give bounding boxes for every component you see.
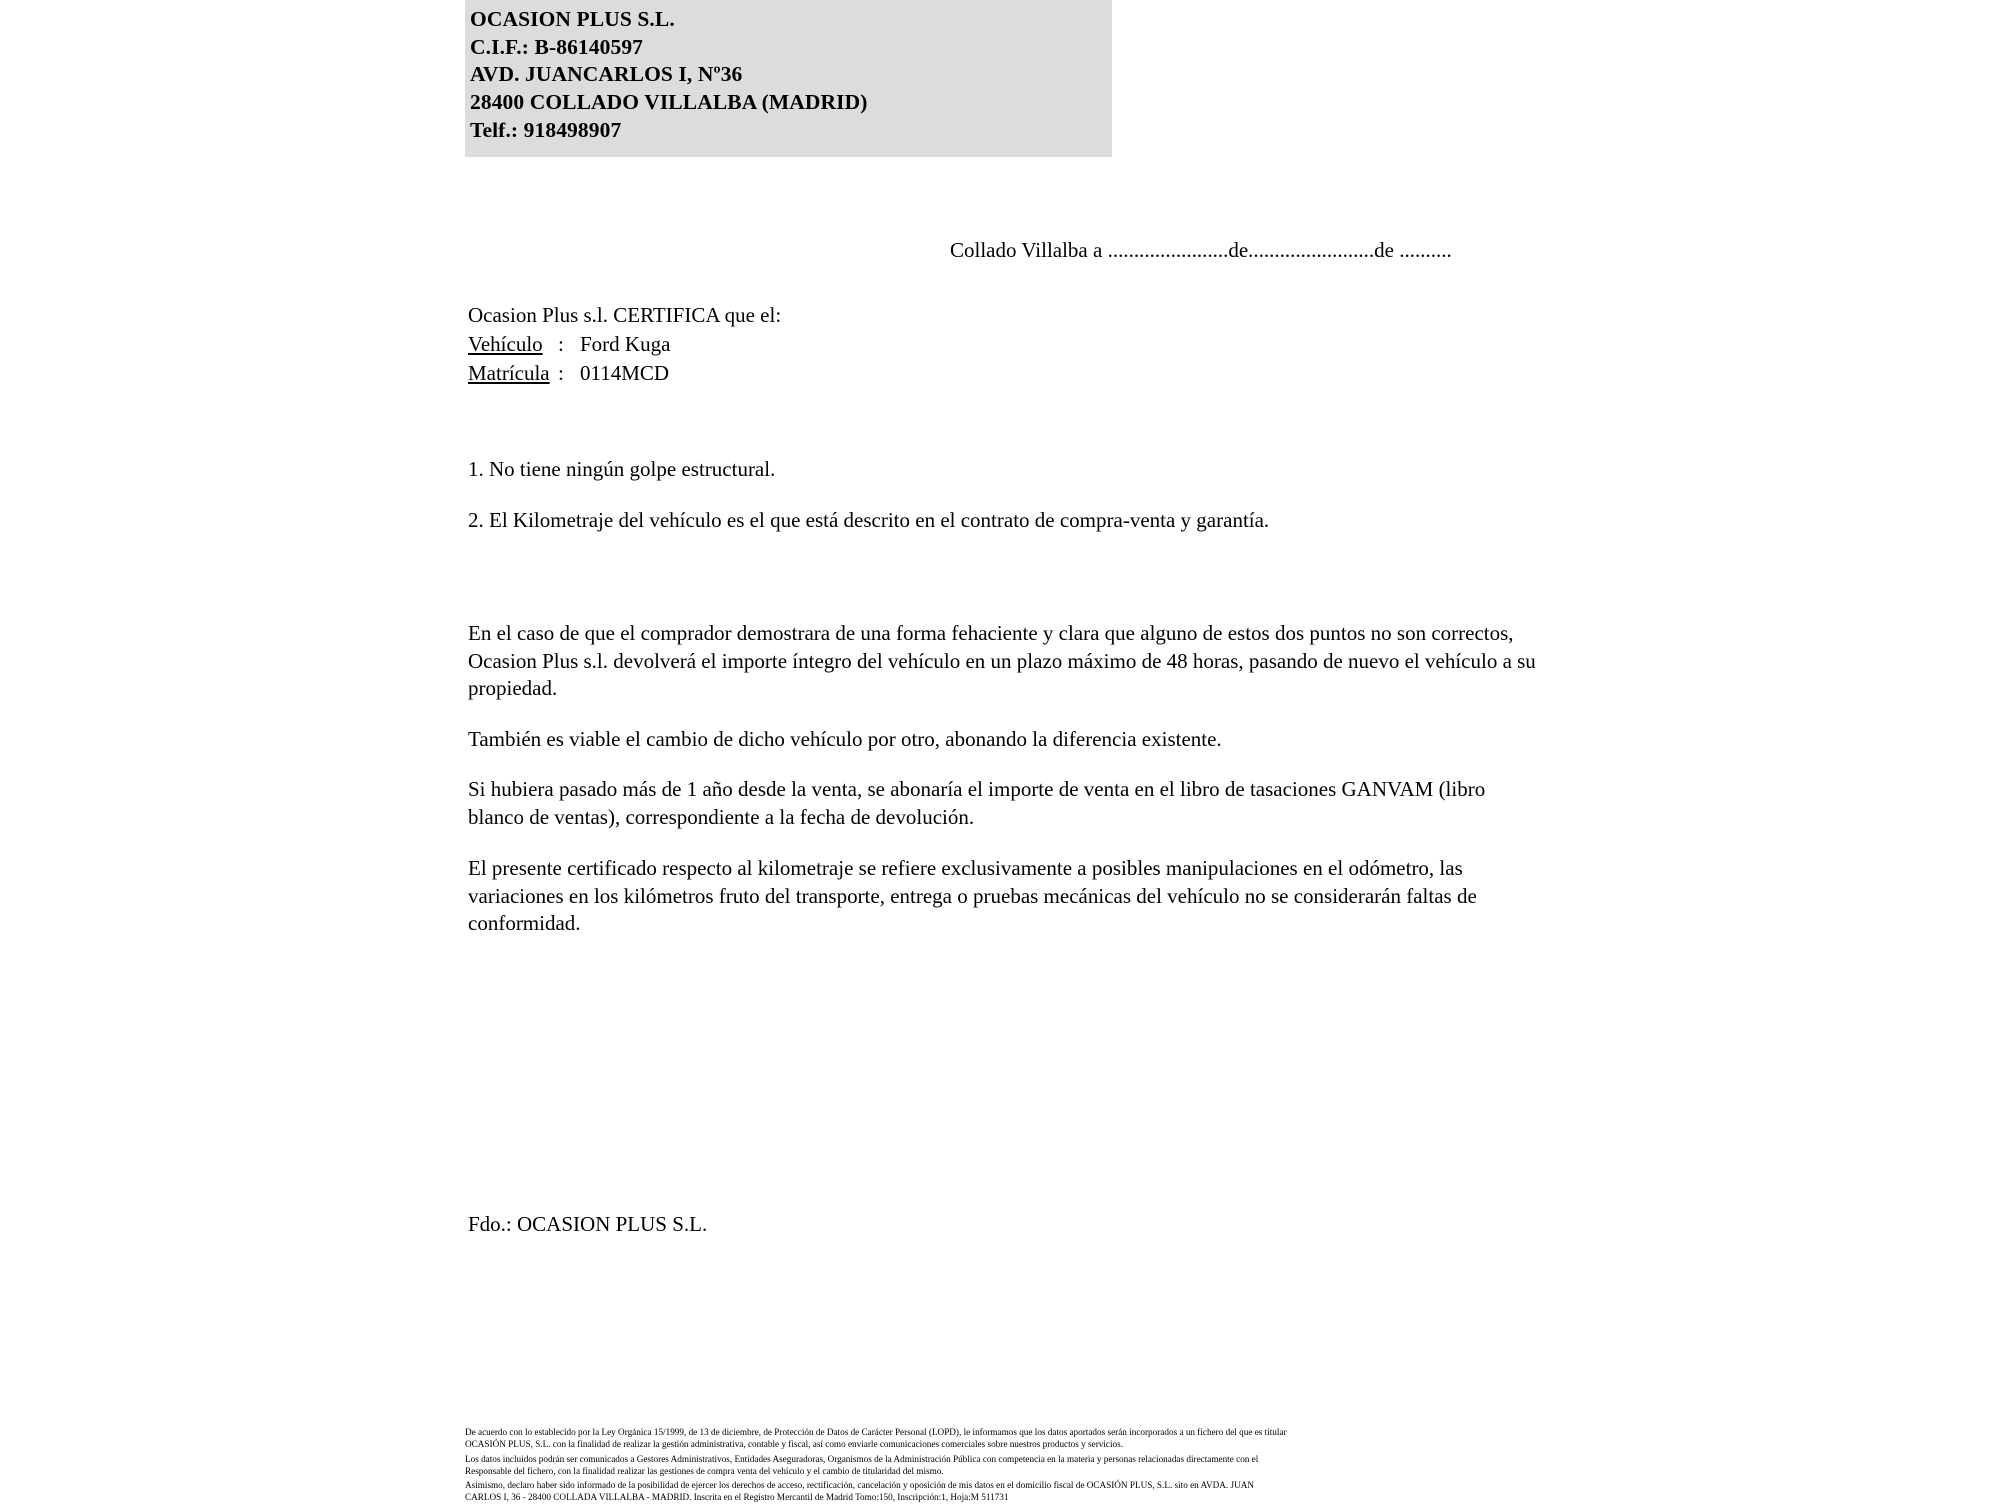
certification-block — [468, 300, 781, 387]
letterhead-block — [465, 0, 1112, 157]
paragraph-exchange-option: También es viable el cambio de dicho vehículo por otro, abonando la diferencia existente. — [468, 727, 1222, 751]
letterhead-city: 28400 COLLADO VILLALBA (MADRID) — [470, 90, 868, 115]
legal-line-1: De acuerdo con lo establecido por la Ley Orgánica 15/1999, de 13 de diciembre, de Protección de Datos de Carácter Personal (LOPD), le informamos que los datos aportados serán incorporados a un fichero del que es titular — [465, 1427, 1287, 1437]
signature-line: Fdo.: OCASION PLUS S.L. — [468, 1212, 708, 1236]
plate-value: 0114MCD — [580, 360, 670, 385]
legal-notice — [465, 1427, 1555, 1504]
letterhead-phone: Telf.: 918498907 — [470, 117, 622, 142]
vehicle-separator: : — [558, 331, 564, 356]
paragraph-odometer-scope: El presente certificado respecto al kilometraje se refiere exclusivamente a posibles manipulaciones en el odómetro, las variaciones en los kilómetros fruto del transporte, entrega o pruebas mecánicas del vehículo no se considerarán faltas de conformidad. — [468, 856, 1477, 935]
point-2: 2. El Kilometraje del vehículo es el que está descrito en el contrato de compra-venta y garantía. — [468, 508, 1270, 532]
plate-row — [468, 360, 781, 387]
legal-line-2: OCASIÓN PLUS, S.L. con la finalidad de realizar la gestión administrativa, contable y fiscal, así como enviarle comunicaciones comerciales sobre nuestros productos y servicios. — [465, 1438, 1123, 1449]
paragraph-refund-terms: En el caso de que el comprador demostrara de una forma fehaciente y clara que alguno de estos dos puntos no son correctos, Ocasion Plus s.l. devolverá el importe íntegro del vehículo en un plazo máximo de 48 horas, pasando de nuevo el vehículo a su propiedad. — [468, 621, 1536, 700]
legal-line-4: Responsable del fichero, con la finalidad realizar las gestiones de compra venta del vehículo y el cambio de titularidad del mismo. — [465, 1465, 944, 1476]
vehicle-value: Ford Kuga — [580, 331, 671, 356]
letterhead-company-name: OCASION PLUS S.L. — [470, 7, 675, 31]
paragraph-one-year-clause: Si hubiera pasado más de 1 año desde la venta, se abonaría el importe de venta en el libro de tasaciones GANVAM (libro blanco de ventas), correspondiente a la fecha de devolución. — [468, 777, 1486, 829]
legal-line-3: Los datos incluidos podrán ser comunicados a Gestores Administrativos, Entidades Aseguradoras, Organismos de la Administración Pública con competencia en la materia y personas relacionadas directamente con el — [465, 1453, 1259, 1464]
vehicle-row — [468, 331, 781, 358]
point-1: 1. No tiene ningún golpe estructural. — [468, 457, 776, 481]
legal-line-5: Asimismo, declaro haber sido informado de la posibilidad de ejercer los derechos de acceso, rectificación, cancelación y oposición de mis datos en el domicilio fiscal de OCASIÓN PLUS, S.L. sito en AVDA. JUAN — [465, 1480, 1254, 1491]
letterhead-address: AVD. JUANCARLOS I, Nº36 — [470, 62, 743, 87]
legal-line-6: CARLOS I, 36 - 28400 COLLADA VILLALBA - MADRID. Inscrita en el Registro Mercantil de Madrid Tomo:150, Inscripción:1, Hoja:M 511731 — [465, 1492, 1009, 1503]
certification-intro: Ocasion Plus s.l. CERTIFICA que el: — [468, 303, 782, 327]
date-line: Collado Villalba a .......................de........................de .......... — [950, 238, 1452, 262]
plate-label: Matrícula — [468, 360, 550, 385]
vehicle-label: Vehículo — [468, 331, 543, 356]
plate-separator: : — [558, 360, 564, 385]
letterhead-cif: C.I.F.: B-86140597 — [470, 34, 644, 59]
